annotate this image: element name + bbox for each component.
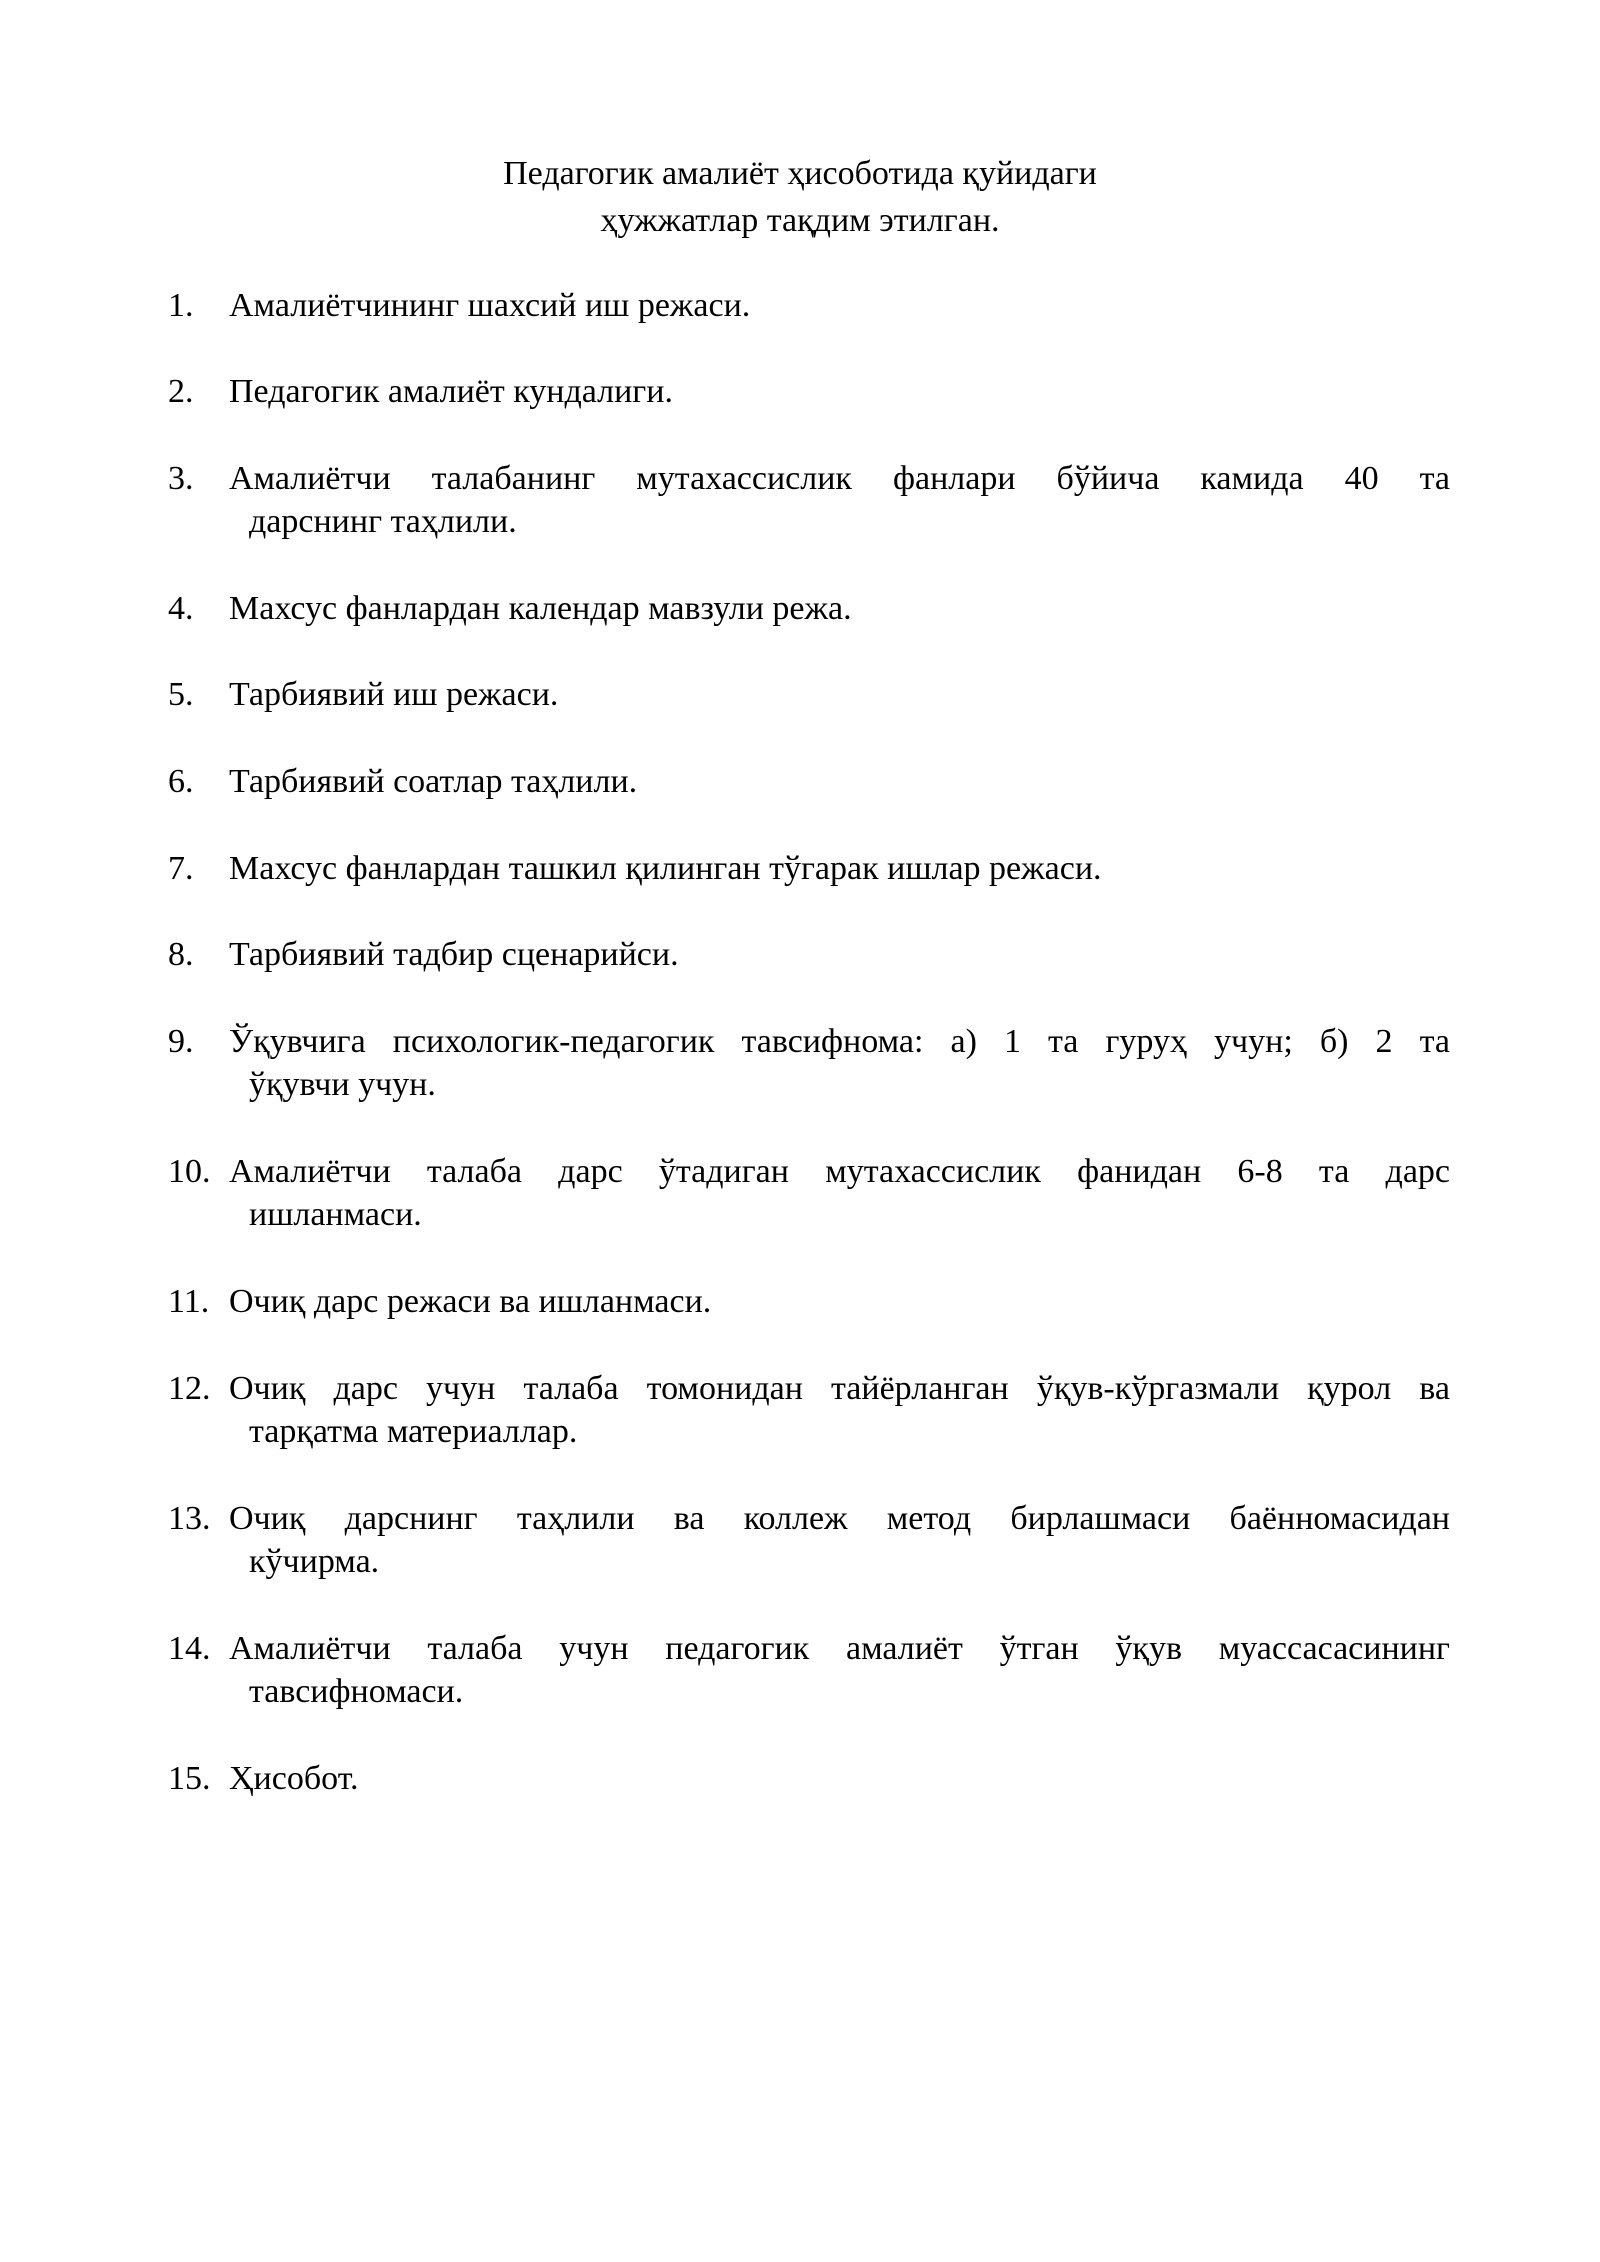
list-item-line: Тарбиявий иш режаси. — [229, 676, 559, 713]
list-item-number: 15. — [168, 1760, 211, 1797]
list-item-number: 2. — [168, 373, 194, 410]
list-item-number: 6. — [168, 763, 194, 800]
list-item-line: Амалиётчи талаба учун педагогик амалиёт ўтган ўқув муассасасининг — [229, 1630, 1450, 1667]
list-item-line: Педагогик амалиёт кундалиги. — [229, 373, 673, 410]
list-item-continuation: ўқувчи учун. — [249, 1066, 436, 1103]
list-item-line: Очиқ дарснинг таҳлили ва коллеж метод бирлашмаси баённомасидан — [229, 1500, 1450, 1537]
list-item-text — [229, 284, 1450, 327]
list-item-continuation: тавсифномаси. — [249, 1673, 464, 1710]
list-item-number: 12. — [168, 1370, 211, 1407]
list-item-number: 7. — [168, 850, 194, 887]
list-item-text — [229, 1367, 1450, 1453]
list-item-text — [229, 673, 1450, 716]
list-item-number: 1. — [168, 287, 194, 324]
list-item-number: 10. — [168, 1153, 211, 1190]
list-item-text — [229, 760, 1450, 803]
list-item-number: 5. — [168, 676, 194, 713]
list-item-line: Очиқ дарс учун талаба томонидан тайёрланган ўқув-кўргазмали қурол ва — [229, 1370, 1450, 1407]
list-item-line: Махсус фанлардан ташкил қилинган тўгарак ишлар режаси. — [229, 850, 1102, 887]
list-item-line: Амалиётчи талабанинг мутахассислик фанлари бўйича камида 40 та — [229, 460, 1450, 497]
list-item-line: Очиқ дарс режаси ва ишланмаси. — [229, 1283, 712, 1320]
list-item-text — [229, 370, 1450, 413]
list-item-text — [229, 1497, 1450, 1583]
list-item-text — [229, 457, 1450, 543]
title-line-1: Педагогик амалиёт ҳисоботида қуйидаги — [503, 155, 1097, 192]
list-item-number: 3. — [168, 460, 194, 497]
list-item-text — [229, 1020, 1450, 1106]
list-item-number: 8. — [168, 936, 194, 973]
list-item-continuation: тарқатма материаллар. — [249, 1413, 578, 1450]
list-item-text — [229, 587, 1450, 630]
list-item-number: 13. — [168, 1500, 211, 1537]
list-item-line: Амалиётчи талаба дарс ўтадиган мутахассислик фанидан 6-8 та дарс — [229, 1153, 1450, 1190]
list-item-continuation: дарснинг таҳлили. — [249, 503, 517, 540]
list-item-line: Тарбиявий тадбир сценарийси. — [229, 936, 679, 973]
list-item-number: 11. — [168, 1283, 210, 1320]
list-item-continuation: кўчирма. — [249, 1543, 380, 1580]
list-item-text — [229, 1150, 1450, 1236]
list-item-text — [229, 847, 1450, 890]
list-item-continuation: ишланмаси. — [249, 1196, 422, 1233]
list-item-line: Ўқувчига психологик-педагогик тавсифнома: а) 1 та гуруҳ учун; б) 2 та — [229, 1023, 1450, 1060]
list-item-line: Тарбиявий соатлар таҳлили. — [229, 763, 638, 800]
list-item-text — [229, 1280, 1450, 1323]
title-line-2: ҳужжатлар тақдим этилган. — [600, 202, 1000, 239]
list-item-number: 4. — [168, 590, 194, 627]
list-item-number: 9. — [168, 1023, 194, 1060]
list-item-line: Ҳисобот. — [229, 1760, 359, 1797]
list-item-line: Махсус фанлардан календар мавзули режа. — [229, 590, 852, 627]
document-title — [0, 150, 1600, 244]
list-item-number: 14. — [168, 1630, 211, 1667]
list-item-text — [229, 933, 1450, 976]
list-item-text — [229, 1757, 1450, 1800]
list-item-text — [229, 1627, 1450, 1713]
list-item-line: Амалиётчининг шахсий иш режаси. — [229, 287, 751, 324]
